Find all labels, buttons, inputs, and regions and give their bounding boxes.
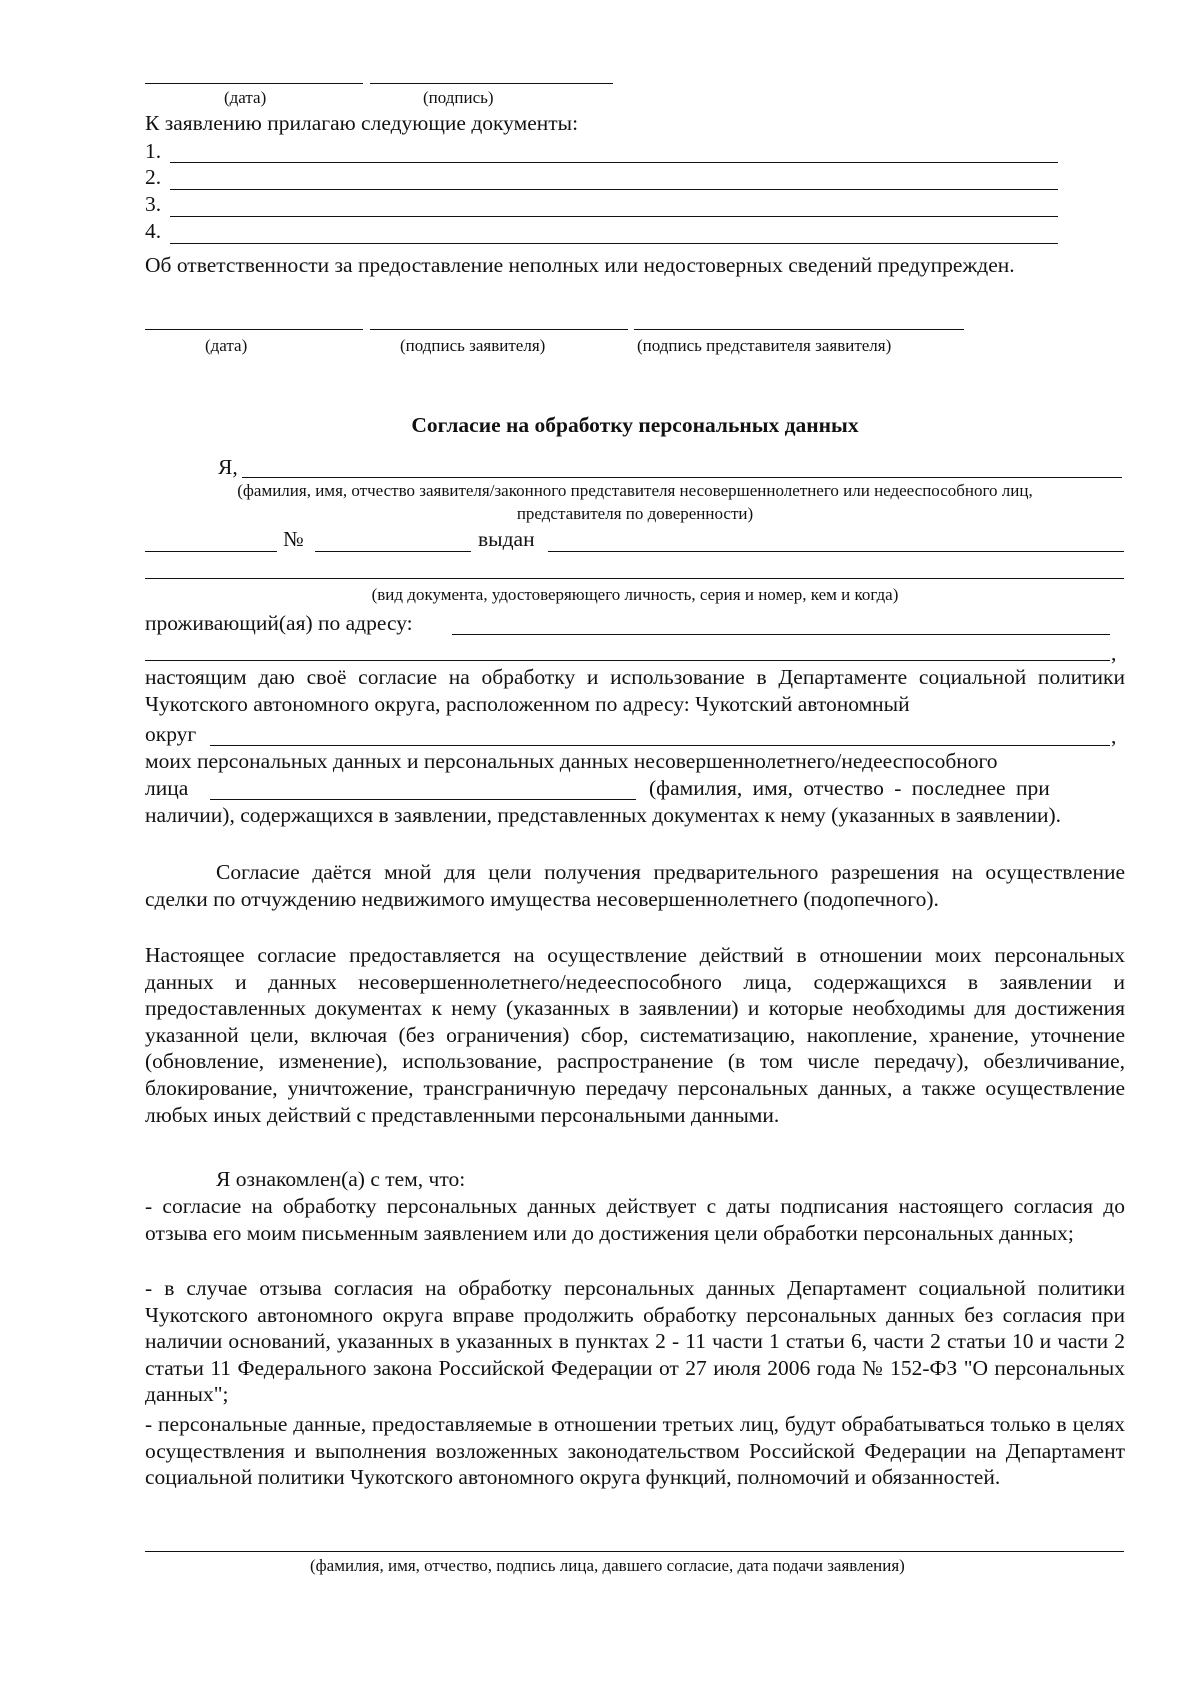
- top-signature-caption: (подпись): [423, 88, 494, 107]
- lica-line: [210, 799, 636, 800]
- consent-paragraph-2: моих персональных данных и персональных данных несовершеннолетнего/недееспособного: [145, 749, 998, 773]
- residing-line-2: [145, 660, 1110, 661]
- responsibility-text: Об ответственности за предоставление неполных или недостоверных сведений предупрежден.: [145, 253, 1015, 277]
- consent-paragraph-1: настоящим даю своё согласие на обработку и использование в Департаменте социальной политики Чукотского автономного округа, расположенном по адресу: Чукотский автономный: [145, 665, 1125, 716]
- okrug-label: округ: [145, 722, 197, 746]
- acquainted-bullet-2: - в случае отзыва согласия на обработку персональных данных Департамент социальной политики Чукотского автономного округа вправе продолжить обработку персональных данных без согласия при наличии оснований, указанных в указанных в пунктах 2 - 11 части 1 статьи 6, части 2 статьи 10 и части 2 статьи 11 Федерального закона Российской Федерации от 27 июля 2006 года № 152-ФЗ "О персональных данных";: [145, 1276, 1125, 1407]
- doc-issued-line: [548, 551, 1124, 552]
- lica-label: лица: [145, 776, 189, 800]
- okrug-line: [210, 745, 1110, 746]
- applicant-date-line: [145, 329, 363, 330]
- acquainted-bullet-3: - персональные данные, предоставляемые в отношении третьих лиц, будут обрабатываться только в целях осуществления и выполнения возложенных законодательством Российской Федерации на Департамент социальной политики Чукотского автономного округа функций, полномочий и обязанностей.: [145, 1412, 1125, 1490]
- attachment-number-1: 1.: [145, 139, 162, 163]
- lica-tail: (фамилия, имя, отчество - последнее при: [649, 776, 1050, 800]
- representative-signature-caption: (подпись представителя заявителя): [637, 336, 892, 355]
- attachment-number-3: 3.: [145, 192, 162, 216]
- attachment-number-4: 4.: [145, 219, 162, 243]
- applicant-date-caption: (дата): [205, 336, 248, 355]
- consent-paragraph-3: наличии), содержащихся в заявлении, представленных документах к нему (указанных в заявлении).: [145, 803, 1061, 827]
- attachment-line-4: [170, 243, 1058, 244]
- attachment-number-2: 2.: [145, 165, 162, 189]
- okrug-comma: ,: [1111, 724, 1117, 748]
- representative-signature-line: [634, 329, 964, 330]
- consent-fio-caption-1: (фамилия, имя, отчество заявителя/законного представителя несовершеннолетнего или недееспособного лиц,: [237, 481, 1033, 500]
- residing-line-1: [452, 634, 1110, 635]
- consent-fio-line: [242, 477, 1122, 478]
- doc-details-line: [145, 578, 1124, 579]
- residing-label: проживающий(ая) по адресу:: [145, 611, 413, 635]
- doc-issued-label: выдан: [478, 527, 535, 551]
- attachment-line-2: [170, 189, 1058, 190]
- consent-ya: Я,: [218, 455, 238, 479]
- doc-type-line: [145, 551, 277, 552]
- top-signature-line: [370, 83, 613, 84]
- consent-fio-caption-2: представителя по доверенности): [516, 504, 754, 523]
- attachments-heading: К заявлению прилагаю следующие документы:: [145, 111, 579, 135]
- applicant-signature-caption: (подпись заявителя): [400, 336, 546, 355]
- attachment-line-1: [170, 162, 1058, 163]
- acquainted-heading: Я ознакомлен(а) с тем, что:: [216, 1167, 466, 1191]
- residing-comma: ,: [1111, 641, 1117, 665]
- attachment-line-3: [170, 216, 1058, 217]
- doc-caption: (вид документа, удостоверяющего личность, серия и номер, кем и когда): [371, 585, 899, 604]
- consent-purpose: Согласие даётся мной для цели получения предварительного разрешения на осуществление сделки по отчуждению недвижимого имущества несовершеннолетнего (подопечного).: [145, 860, 1125, 911]
- top-date-caption: (дата): [224, 88, 267, 107]
- consent-title: Согласие на обработку персональных данных: [411, 413, 859, 437]
- final-caption: (фамилия, имя, отчество, подпись лица, давшего согласие, дата подачи заявления): [310, 1556, 905, 1575]
- final-signature-line: [145, 1551, 1124, 1552]
- consent-actions: Настоящее согласие предоставляется на осуществление действий в отношении моих персональных данных и данных несовершеннолетнего/недееспособного лица, содержащихся в заявлении и предоставленных документах к нему (указанных в заявлении) и которые необходимы для достижения указанной цели, включая (без ограничения) сбор, систематизацию, накопление, хранение, уточнение (обновление, изменение), использование, распространение (в том числе передачу), обезличивание, блокирование, уничтожение, трансграничную передачу персональных данных, а также осуществление любых иных действий с представленными персональными данными.: [145, 943, 1125, 1127]
- acquainted-bullet-1: - согласие на обработку персональных данных действует с даты подписания настоящего согласия до отзыва его моим письменным заявлением или до достижения цели обработки персональных данных;: [145, 1194, 1125, 1245]
- doc-number-sign: №: [283, 527, 304, 551]
- applicant-signature-line: [370, 329, 628, 330]
- doc-number-line: [315, 551, 471, 552]
- top-date-line: [145, 83, 363, 84]
